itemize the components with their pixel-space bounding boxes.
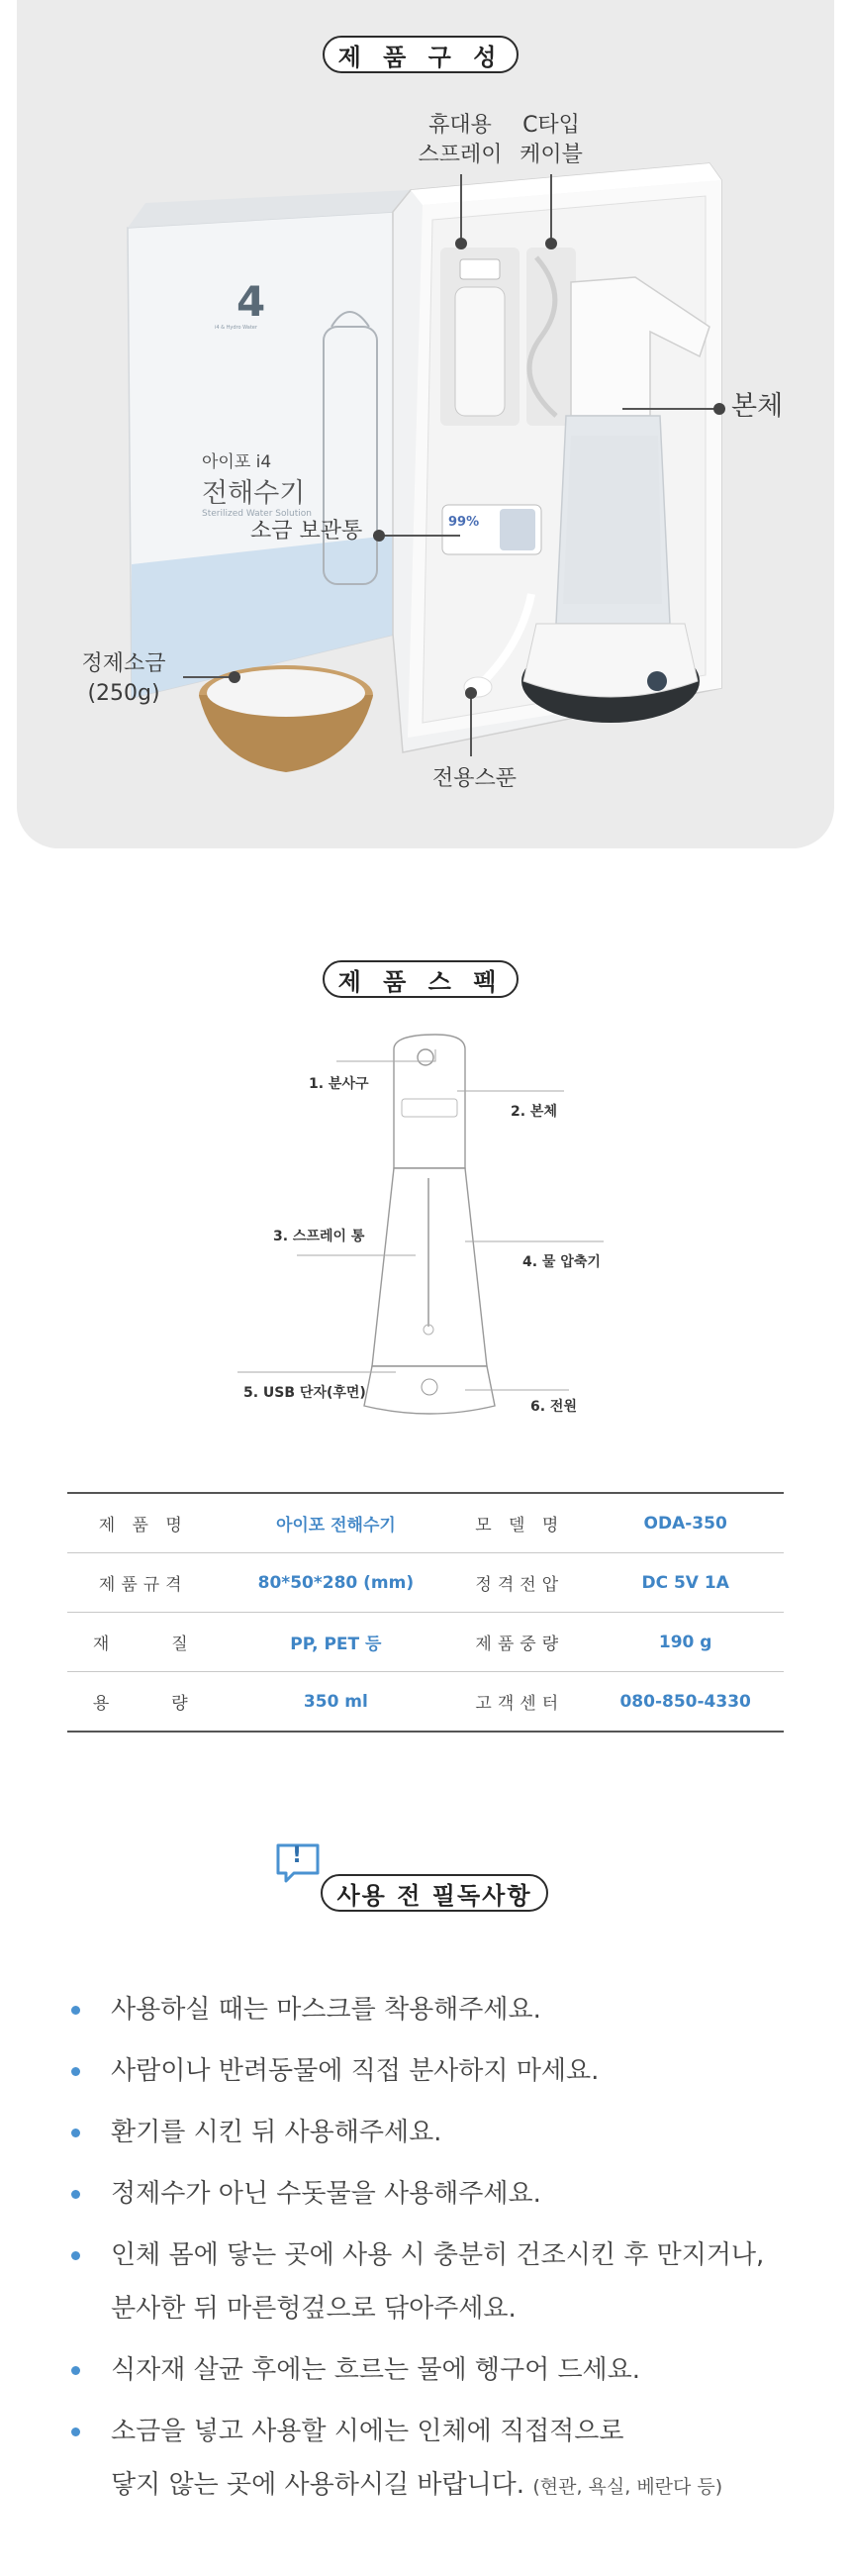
- table-row: [67, 1672, 784, 1733]
- list-item: [69, 2229, 821, 2335]
- spec-diagram: [0, 1030, 851, 1445]
- callout-usb: 5. USB 단자(후면): [243, 1385, 366, 1401]
- bullet-dot: [71, 2006, 80, 2015]
- callout-spray-tube: 3. 스프레이 통: [273, 1229, 365, 1244]
- notice-icon: [274, 1841, 322, 1885]
- leader-spray-dot: [455, 238, 467, 249]
- list-item: [69, 2343, 821, 2397]
- callout-nozzle: 1. 분사구: [309, 1076, 369, 1092]
- brand-logo-mark: 4: [236, 277, 266, 326]
- spec-key: 제품중량: [452, 1613, 587, 1672]
- box-product-small: 아이포 i4: [202, 452, 272, 472]
- spec-key: 제 품 명: [67, 1493, 220, 1553]
- leader-cable: [550, 174, 552, 242]
- leader-salt-case-dot: [373, 530, 385, 542]
- callout-power: 6. 전원: [530, 1399, 577, 1415]
- spec-key: 재 질: [67, 1613, 220, 1672]
- spec-value: 80*50*280 (mm): [220, 1553, 453, 1613]
- leader-body-dot: [713, 403, 725, 415]
- notice-text-line2: 닿지 않는 곳에 사용하시길 바랍니다.: [111, 2470, 525, 2500]
- spec-key: 용 량: [67, 1672, 220, 1733]
- table-row: [67, 1613, 784, 1672]
- bullet-dot: [71, 2427, 80, 2436]
- spec-value: 190 g: [587, 1613, 784, 1672]
- spec-value: ODA-350: [587, 1493, 784, 1553]
- leader-body: [622, 408, 721, 410]
- notice-text: 사람이나 반려동물에 직접 분사하지 마세요.: [111, 2056, 600, 2086]
- spec-key: 고객센터: [452, 1672, 587, 1733]
- spec-value: 아이포 전해수기: [220, 1493, 453, 1553]
- box-subtitle: Sterilized Water Solution: [202, 509, 312, 519]
- spec-value: 080-850-4330: [587, 1672, 784, 1733]
- label-salt: 정제소금 (250g): [81, 651, 166, 706]
- list-item: [69, 2167, 821, 2221]
- brand-logo-small: i4 & Hydro Water: [215, 325, 257, 331]
- label-body: 본체: [731, 391, 784, 422]
- list-item: [69, 2405, 821, 2514]
- bullet-dot: [71, 2366, 80, 2375]
- notice-title: 사용 전 필독사항: [321, 1874, 548, 1912]
- list-item: [69, 2044, 821, 2098]
- notice-list: [69, 1983, 821, 2522]
- leader-cable-dot: [545, 238, 557, 249]
- spec-value: DC 5V 1A: [587, 1553, 784, 1613]
- spec-key: 정격전압: [452, 1553, 587, 1613]
- composition-panel: [17, 0, 834, 848]
- table-row: [67, 1553, 784, 1613]
- notice-text-line2: 분사한 뒤 마른헝겊으로 닦아주세요.: [111, 2294, 517, 2324]
- bullet-dot: [71, 2067, 80, 2076]
- callout-pump: 4. 물 압축기: [522, 1254, 601, 1270]
- callout-body: 2. 본체: [511, 1104, 557, 1120]
- leader-spoon-dot: [465, 687, 477, 699]
- label-spray-bottle: 휴대용 스프레이: [418, 113, 503, 167]
- leader-salt-dot: [229, 671, 240, 683]
- exclamation-icon: !: [292, 1843, 303, 1868]
- spec-value: 350 ml: [220, 1672, 453, 1733]
- notice-text: 소금을 넣고 사용할 시에는 인체에 직접적으로: [111, 2417, 624, 2446]
- spec-table: [67, 1492, 784, 1733]
- leader-spray: [460, 174, 462, 242]
- box-product-name: 전해수기: [202, 478, 306, 509]
- bullet-dot: [71, 2129, 80, 2137]
- notice-text: 식자재 살균 후에는 흐르는 물에 헹구어 드세요.: [111, 2355, 641, 2385]
- leader-salt: [183, 676, 235, 678]
- spec-value: PP, PET 등: [220, 1613, 453, 1672]
- salt-percent: 99%: [448, 515, 480, 530]
- spec-title: 제 품 스 펙: [323, 960, 519, 998]
- label-salt-case: 소금 보관통: [250, 519, 363, 544]
- composition-title: 제 품 구 성: [323, 36, 519, 73]
- leader-salt-case: [373, 535, 460, 537]
- notice-text: 정제수가 아닌 수돗물을 사용해주세요.: [111, 2179, 541, 2209]
- table-row: [67, 1493, 784, 1553]
- spec-key: 제품규격: [67, 1553, 220, 1613]
- notice-note: (현관, 욕실, 베란다 등): [532, 2476, 723, 2498]
- spec-key: 모 델 명: [452, 1493, 587, 1553]
- leader-spoon: [470, 693, 472, 756]
- brand-logo: [215, 277, 294, 331]
- label-spoon: 전용스푼: [432, 766, 518, 791]
- notice-text: 사용하실 때는 마스크를 착용해주세요.: [111, 1995, 541, 2025]
- label-cable: C타입 케이블: [520, 113, 583, 167]
- list-item: [69, 1983, 821, 2036]
- bullet-dot: [71, 2251, 80, 2260]
- notice-text: 환기를 시킨 뒤 사용해주세요.: [111, 2118, 442, 2147]
- bullet-dot: [71, 2190, 80, 2199]
- notice-text: 인체 몸에 닿는 곳에 사용 시 충분히 건조시킨 후 만지거나,: [111, 2240, 765, 2270]
- list-item: [69, 2106, 821, 2159]
